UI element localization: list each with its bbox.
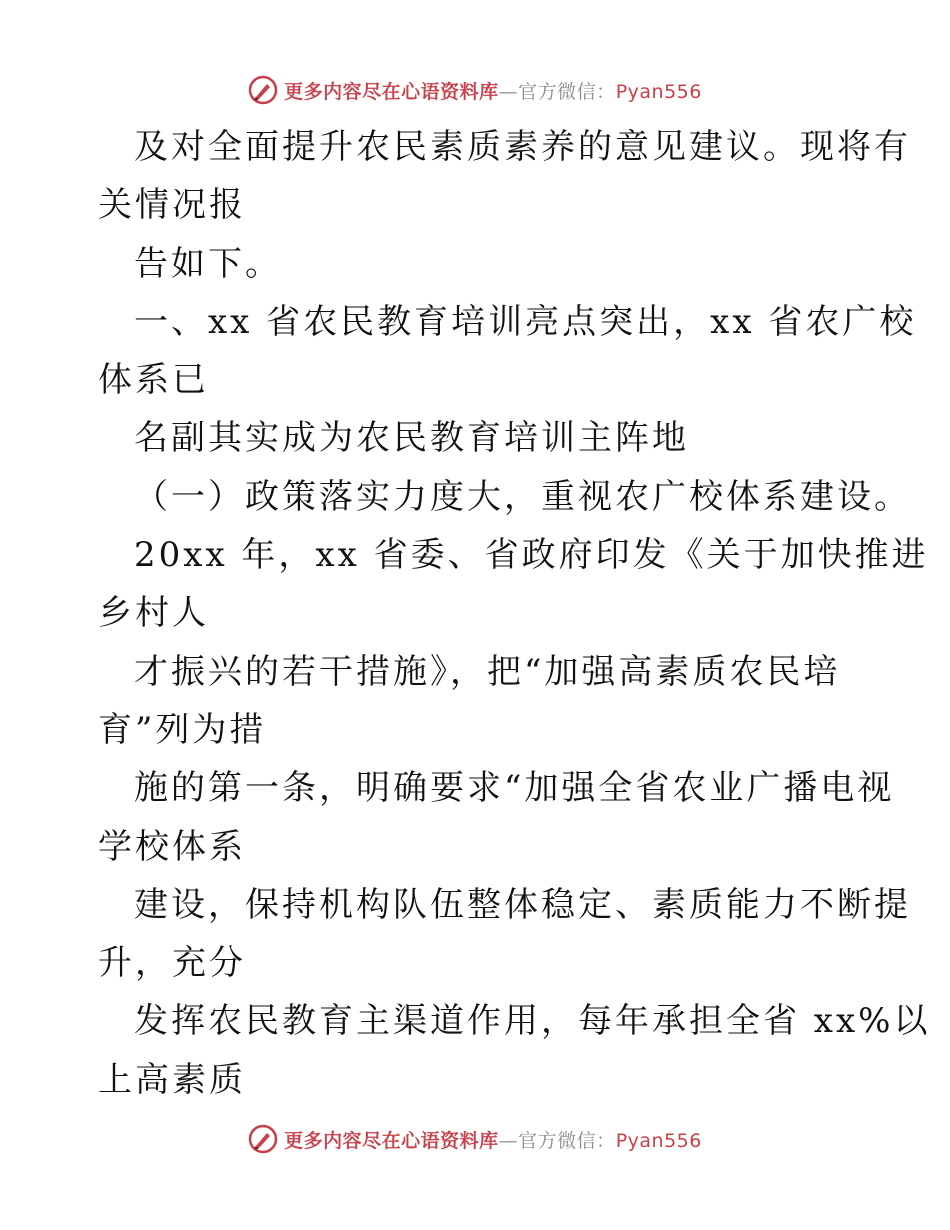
body-line: 施的第一条，明确要求“加强全省农业广播电视 [134, 768, 895, 809]
header-wechat-label: 官方微信： [518, 80, 616, 103]
footer-dash: — [498, 1129, 519, 1152]
body-line: 20xx 年，xx 省委、省政府印发《关于加快推进 [134, 535, 929, 576]
pen-nib-logo-icon [248, 75, 278, 105]
header-banner-text [284, 77, 702, 104]
document-body [98, 118, 931, 1109]
body-line: 告如下。 [134, 243, 282, 284]
body-line: 上高素质 [98, 1059, 246, 1100]
page-footer-banner [0, 1119, 950, 1159]
body-line: 及对全面提升农民素质素养的意见建议。现将有 [134, 127, 911, 167]
body-line: 育”列为措 [98, 709, 267, 750]
header-dash: — [498, 80, 519, 103]
header-account: Pyan556 [615, 80, 702, 103]
header-brand: 更多内容尽在心语资料库 [284, 80, 499, 103]
body-line: 关情况报 [98, 185, 246, 226]
pen-nib-logo-icon [248, 1124, 278, 1154]
footer-wechat-label: 官方微信： [518, 1129, 616, 1152]
body-line: 升，充分 [98, 943, 246, 984]
body-line: （一）政策落实力度大，重视农广校体系建设。 [134, 476, 911, 517]
body-line: 乡村人 [98, 593, 209, 634]
body-line: 体系已 [98, 360, 209, 401]
body-line: 一、xx 省农民教育培训亮点突出，xx 省农广校 [134, 301, 917, 342]
page-header-banner [0, 70, 950, 110]
footer-banner-text [284, 1126, 702, 1153]
body-line: 学校体系 [98, 826, 246, 867]
body-line: 发挥农民教育主渠道作用，每年承担全省 xx%以 [134, 1001, 931, 1042]
body-line: 建设，保持机构队伍整体稳定、素质能力不断提 [134, 884, 911, 925]
body-line: 才振兴的若干措施》，把“加强高素质农民培 [134, 651, 841, 692]
footer-brand: 更多内容尽在心语资料库 [284, 1129, 499, 1152]
body-line: 名副其实成为农民教育培训主阵地 [134, 418, 689, 459]
footer-account: Pyan556 [615, 1129, 702, 1152]
